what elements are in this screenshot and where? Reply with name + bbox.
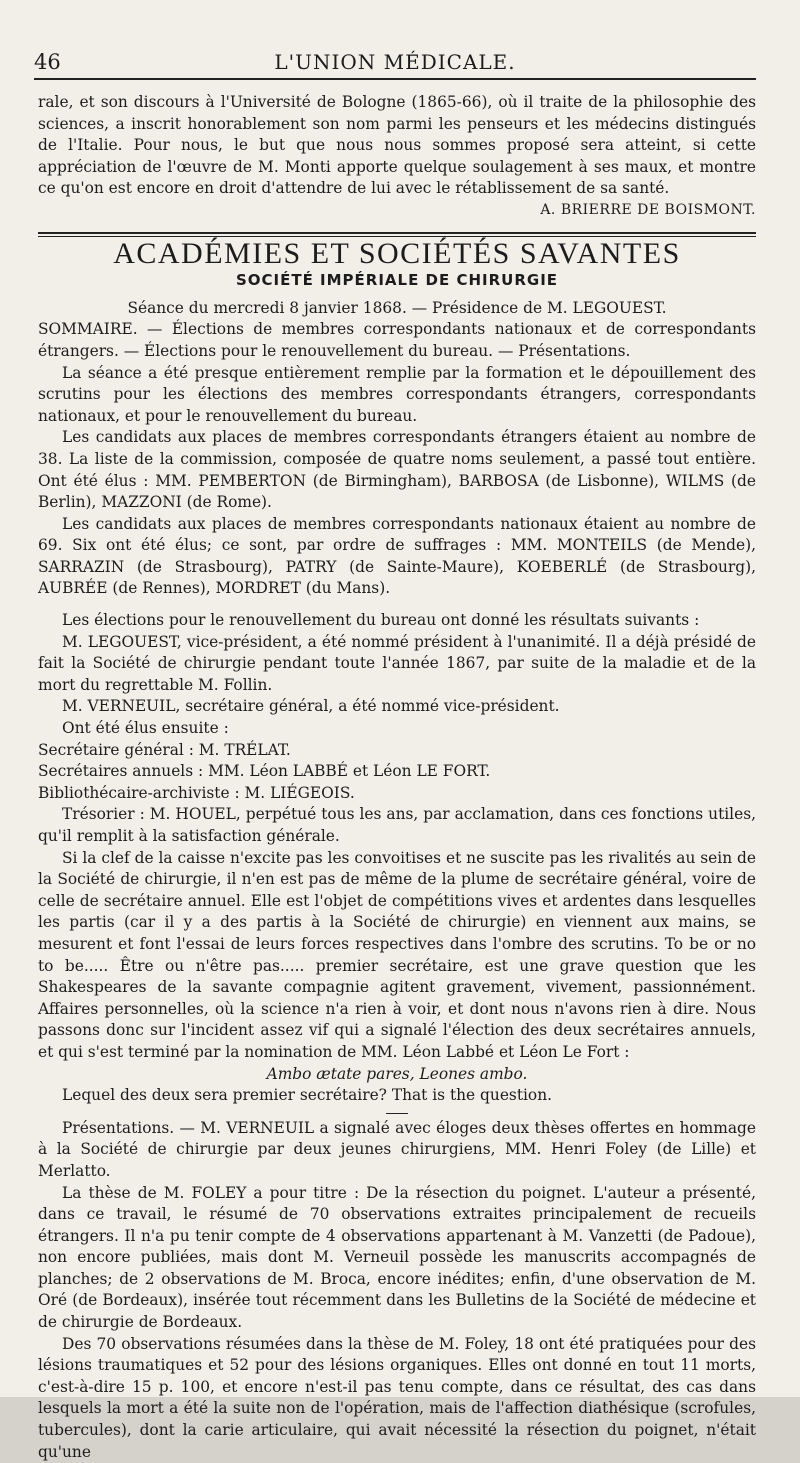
- author-signature: A. BRIERRE DE BOISMONT.: [540, 201, 756, 218]
- article-body: [38, 92, 756, 1463]
- paragraph-treasurer: Trésorier : M. HOUEL, perpétué tous les ans, par acclamation, dans ces fonctions utiles, qu'il remplit à la satisfaction générale.: [38, 805, 756, 845]
- paragraph-national-candidates: Les candidats aux places de membres correspondants nationaux étaient au nombre de 69. Six ont été élus; ce sont, par ordre de suffrages : MM. MONTEILS (de Mende), SARRAZIN (de Strasbourg), PATRY (de Sainte-Maure), KOEBERLÉ (de Strasbourg), AUBRÉE (de Rennes), MORDRET (du Mans).: [38, 514, 756, 598]
- page-number: 46: [34, 50, 61, 74]
- section-divider: [38, 232, 756, 237]
- line-secretary-general: Secrétaire général : M. TRÉLAT.: [38, 740, 291, 759]
- section-title: ACADÉMIES ET SOCIÉTÉS SAVANTES: [113, 236, 681, 270]
- paragraph-seance: La séance a été presque entièrement remplie par la formation et le dépouillement des scrutins pour les élections des membres correspondants étrangers, correspondants nationaux, et pour le renouvellement du bureau.: [38, 363, 756, 425]
- line-librarian: Bibliothécaire-archiviste : M. LIÉGEOIS.: [38, 783, 355, 802]
- running-title: L'UNION MÉDICALE.: [274, 50, 516, 74]
- short-divider: [386, 1113, 408, 1114]
- paragraph-foreign-candidates: Les candidats aux places de membres correspondants étrangers étaient au nombre de 38. La liste de la commission, composée de quatre noms seulement, a passé tout entière. Ont été élus : MM. PEMBERTON (de Birmingham), BARBOSA (de Lisbonne), WILMS (de Berlin), MAZZONI (de Rome).: [38, 428, 756, 512]
- paragraph-president: M. LEGOUEST, vice-président, a été nommé président à l'unanimité. Il a déjà présidé de fait la Société de chirurgie pendant toute l'année 1867, par suite de la maladie et de la mort du regrettable M. Follin.: [38, 632, 756, 694]
- paragraph-bureau-results: Les élections pour le renouvellement du bureau ont donné les résultats suivants :: [62, 611, 700, 630]
- question-line: Lequel des deux sera premier secrétaire? That is the question.: [62, 1086, 553, 1105]
- latin-quote: Ambo ætate pares, Leones ambo.: [266, 1064, 528, 1083]
- intro-paragraph: rale, et son discours à l'Université de Bologne (1865-66), où il traite de la philosophie des sciences, a inscrit honorablement son nom parmi les penseurs et les médecins distingués de l'Italie. Pour nous, le but que nous nous sommes proposé sera atteint, si cette appréciation de l'œuvre de M. Monti apporte quelque soulagement à ses maux, et montre ce qu'on est encore en droit d'attendre de lui avec le rétablissement de sa santé.: [38, 93, 756, 198]
- paragraph-foley-thesis: La thèse de M. FOLEY a pour titre : De la résection du poignet. L'auteur a présenté, dans ce travail, le résumé de 70 observations extraites principalement de recueils étrangers. Il n'a pu tenir compte de 4 observations appartenant à M. Vanzetti (de Padoue), non encore publiées, mais dont M. Verneuil possède les manuscrits accompagnés de planches; de 2 observations de M. Broca, encore inédites; enfin, d'une observation de M. Oré (de Bordeaux), insérée tout récemment dans les Bulletins de la Société de médecine et de chirurgie de Bordeaux.: [38, 1183, 756, 1332]
- paragraph-elected: Ont été élus ensuite :: [62, 719, 229, 738]
- paragraph-presentations: Présentations. — M. VERNEUIL a signalé avec éloges deux thèses offertes en hommage à la Société de chirurgie par deux jeunes chirurgiens, MM. Henri Foley (de Lille) et Merlatto.: [38, 1118, 756, 1180]
- summary-paragraph: SOMMAIRE. — Élections de membres correspondants nationaux et de correspondants étrangers. — Élections pour le renouvellement du bureau. — Présentations.: [38, 320, 756, 360]
- paragraph-rivalries: Si la clef de la caisse n'excite pas les convoitises et ne suscite pas les rivalités au sein de la Société de chirurgie, il n'en est pas de même de la plume de secrétaire général, voire de celle de secrétaire annuel. Elle est l'objet de compétitions vives et ardentes dans lesquelles les partis (car il y a des partis à la Société de chirurgie) en viennent aux mains, se mesurent et font l'essai de leurs forces respectives dans l'ombre des scrutins. To be or no to be..... Être ou n'être pas..... premier secrétaire, est une grave question que les Shakespeares de la savante compagnie agitent gravement, vivement, passionnément. Affaires personnelles, où la science n'a rien à voir, et dont nous n'avons rien à dire. Nous passons donc sur l'incident assez vif qui a signalé l'élection des deux secrétaires annuels, et qui s'est terminé par la nomination de MM. Léon Labbé et Léon Le Fort :: [38, 848, 756, 1061]
- paragraph-gap: [38, 600, 756, 610]
- paragraph-vice-president: M. VERNEUIL, secrétaire général, a été nommé vice-président.: [62, 697, 560, 716]
- page-header: [34, 40, 756, 80]
- paragraph-observations: Des 70 observations résumées dans la thèse de M. Foley, 18 ont été pratiquées pour des lésions traumatiques et 52 pour des lésions organiques. Elles ont donné en tout 11 morts, c'est-à-dire 15 p. 100, et encore n'est-il pas tenu compte, dans ce résultat, des cas dans lesquels la mort a été la suite non de l'opération, mais de l'affection diathésique (scrofules, tubercules), dont la carie articulaire, qui avait nécessité la résection du poignet, n'était qu'une: [38, 1334, 756, 1461]
- line-annual-secretaries: Secrétaires annuels : MM. Léon LABBÉ et Léon LE FORT.: [38, 762, 491, 781]
- society-title: SOCIÉTÉ IMPÉRIALE DE CHIRURGIE: [235, 271, 559, 290]
- session-line: Séance du mercredi 8 janvier 1868. — Présidence de M. LEGOUEST.: [127, 298, 667, 317]
